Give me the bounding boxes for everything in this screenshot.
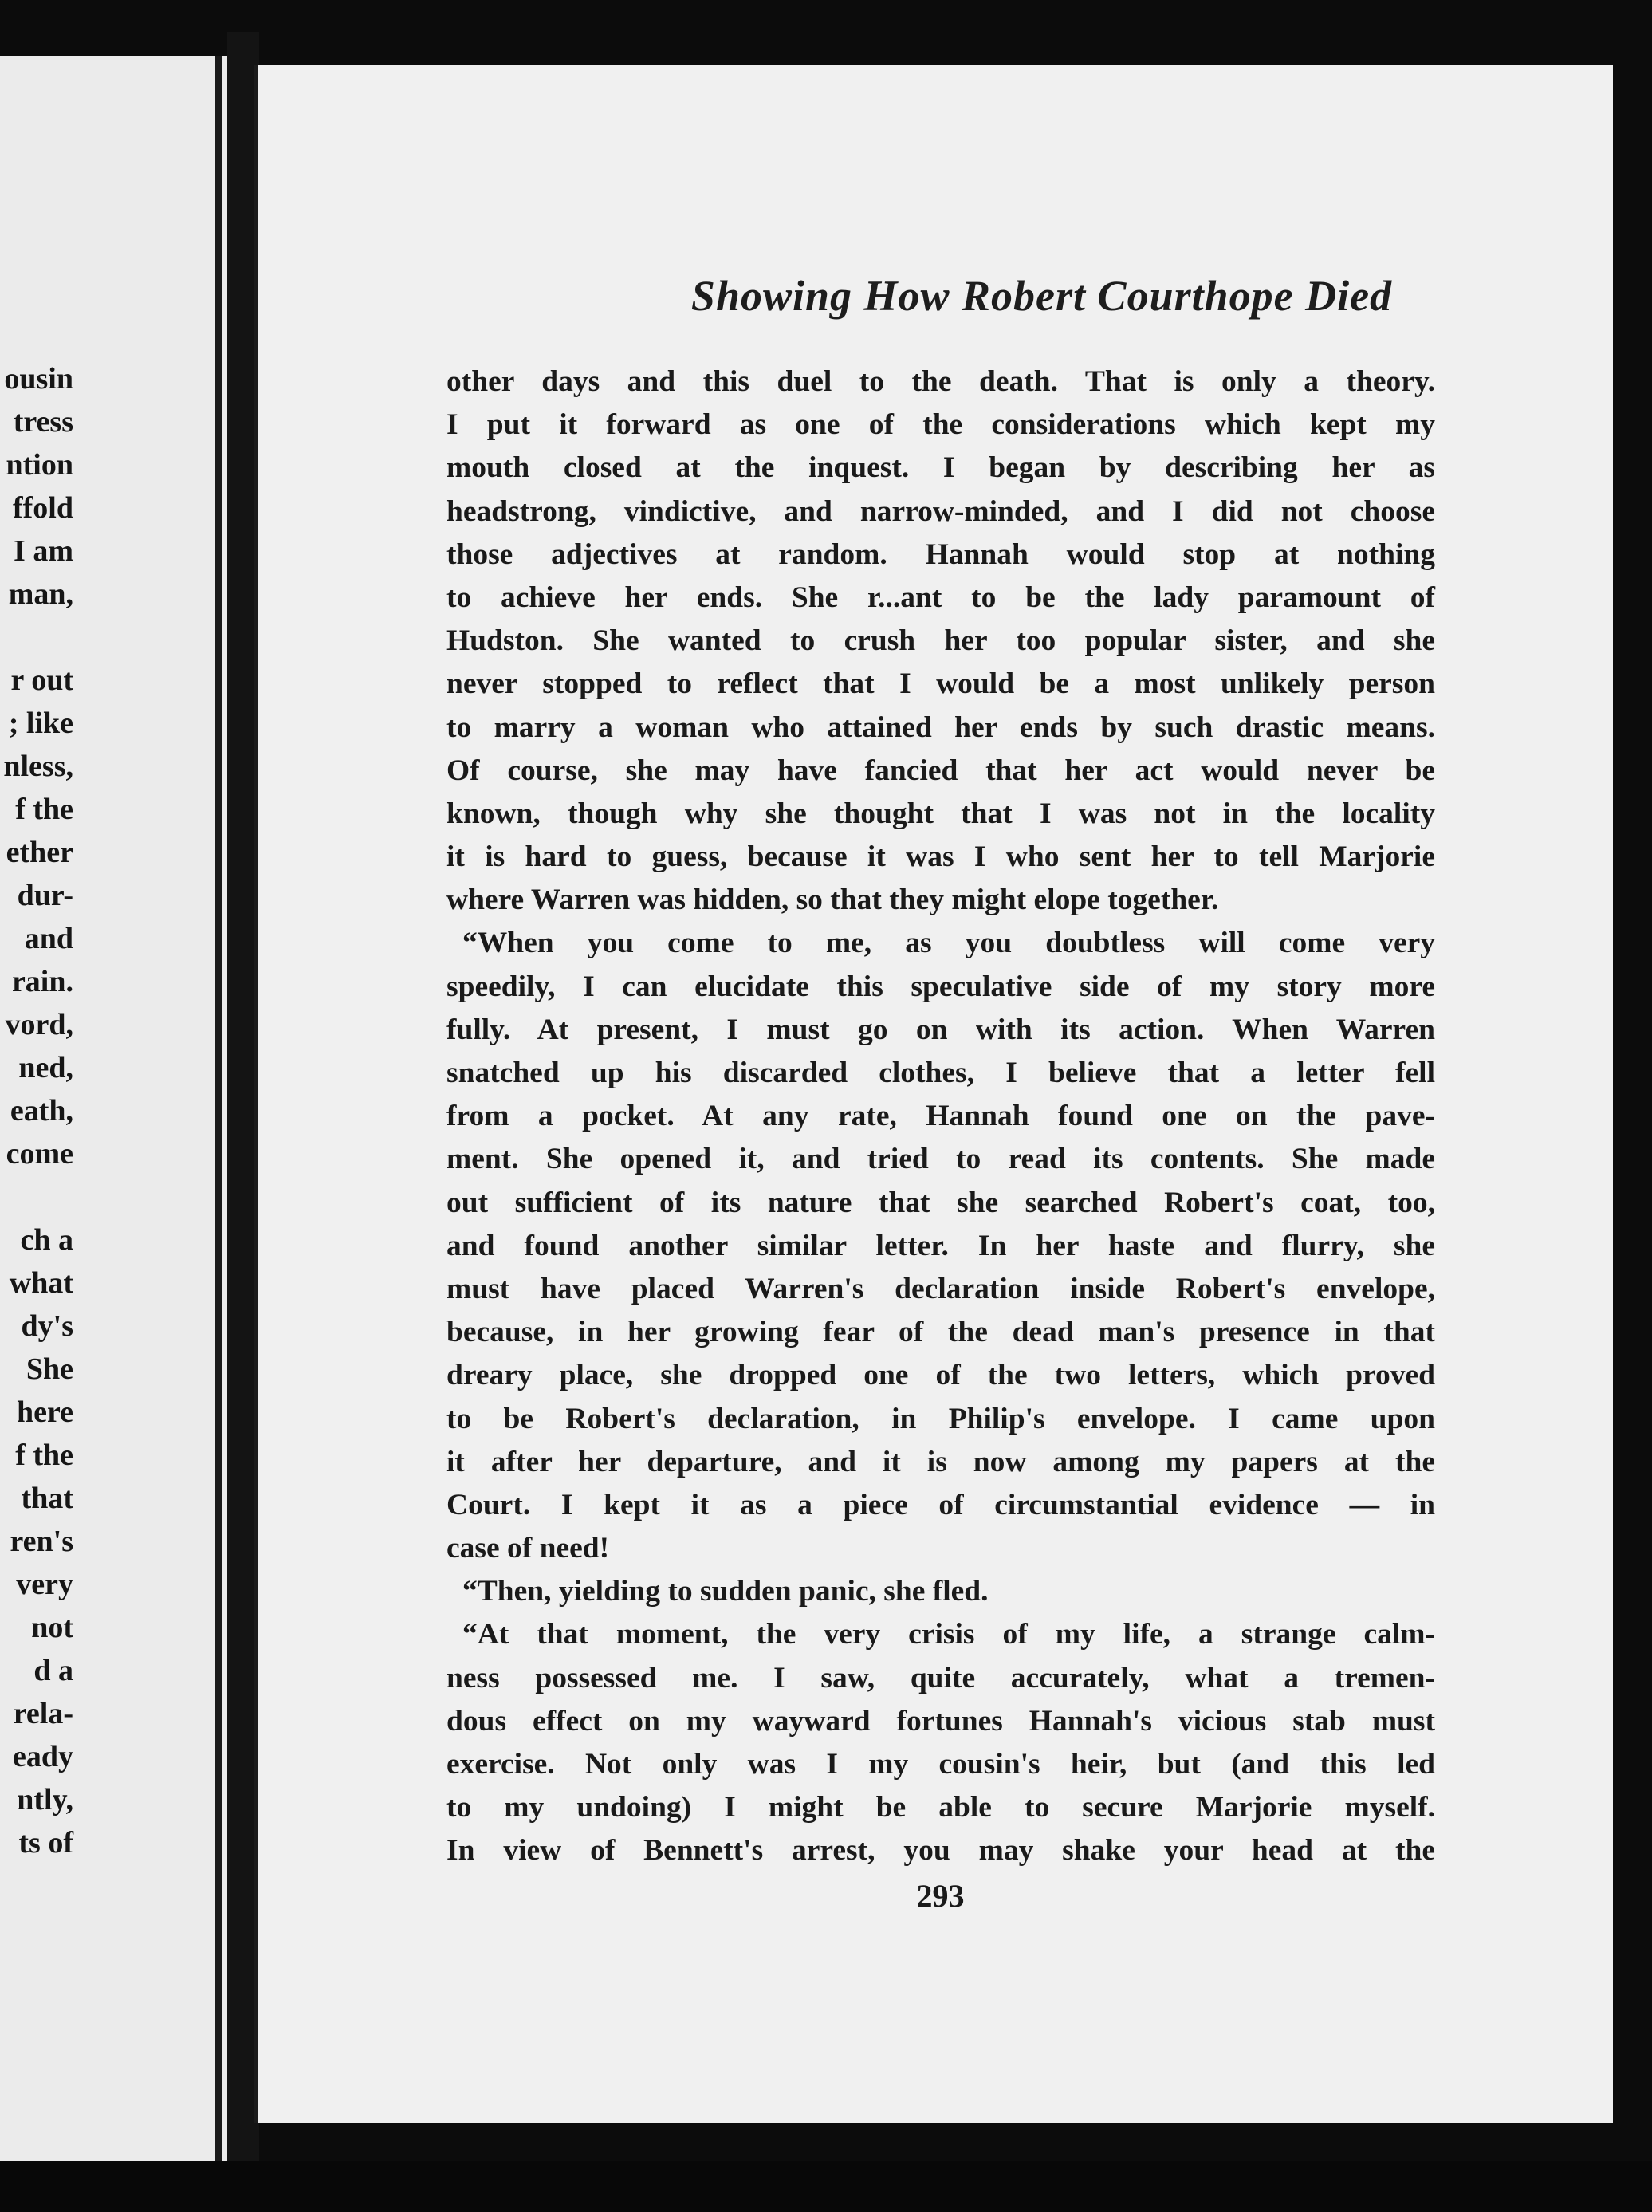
text-line: Court. I kept it as a piece of circumstantial evidence — in (446, 1488, 1435, 1521)
adjacent-line-fragment: tress (13, 405, 73, 439)
adjacent-line-fragment: ffold (13, 491, 73, 525)
adjacent-line-fragment: dur- (17, 879, 73, 912)
text-line: I put it forward as one of the considerations which kept my (446, 408, 1435, 442)
book-page (254, 65, 1613, 2123)
page-edge-shadow (215, 56, 222, 2177)
page-number (258, 1877, 1618, 1915)
adjacent-line-fragment: man, (8, 577, 73, 611)
text-line: dous effect on my wayward fortunes Hannah's vicious stab must (446, 1704, 1435, 1738)
adjacent-line-fragment: vord, (5, 1008, 73, 1041)
adjacent-page-text (0, 357, 73, 1864)
adjacent-line-fragment: here (16, 1395, 73, 1429)
adjacent-line-fragment: nless, (3, 750, 73, 783)
text-line: from a pocket. At any rate, Hannah found one on the pave- (446, 1100, 1435, 1133)
running-title (258, 271, 1618, 321)
adjacent-page-fragment (0, 56, 227, 2177)
text-line: dreary place, she dropped one of the two letters, which proved (446, 1359, 1435, 1392)
running-title-text: Showing How Robert Courthope Died (690, 272, 1393, 320)
text-line: Hudston. She wanted to crush her too popular sister, and she (446, 624, 1435, 658)
adjacent-line-fragment: and (24, 922, 73, 955)
text-line: because, in her growing fear of the dead man's presence in that (446, 1316, 1435, 1349)
text-line: case of need! (446, 1532, 610, 1565)
text-line: to be Robert's declaration, in Philip's envelope. I came upon (446, 1402, 1435, 1435)
text-line: where Warren was hidden, so that they might elope together. (446, 884, 1219, 917)
adjacent-line-fragment: ether (6, 836, 73, 869)
text-line: “Then, yielding to sudden panic, she fled. (462, 1575, 989, 1608)
scan-bottom-edge (0, 2161, 1652, 2212)
text-line: mouth closed at the inquest. I began by describing her as (446, 451, 1435, 485)
adjacent-line-fragment (0, 616, 73, 659)
text-line: speedily, I can elucidate this speculative side of my story more (446, 970, 1435, 1003)
adjacent-line-fragment: eady (13, 1740, 73, 1773)
text-line: it is hard to guess, because it was I who sent her to tell Marjorie (446, 840, 1435, 874)
text-line: exercise. Not only was I my cousin's heir, but (and this led (446, 1748, 1435, 1781)
text-line: it after her departure, and it is now among my papers at the (446, 1445, 1435, 1478)
text-line: Of course, she may have fancied that her act would never be (446, 754, 1435, 787)
adjacent-line-fragment: rain. (11, 965, 73, 998)
adjacent-line-fragment: what (9, 1266, 73, 1300)
adjacent-line-fragment: ntly, (17, 1783, 73, 1816)
adjacent-line-fragment: f the (15, 793, 73, 826)
adjacent-line-fragment: dy's (21, 1309, 73, 1343)
text-line: and found another similar letter. In her haste and flurry, she (446, 1229, 1435, 1262)
adjacent-line-fragment: that (21, 1482, 73, 1515)
text-line: In view of Bennett's arrest, you may shake your head at the (446, 1834, 1435, 1868)
adjacent-line-fragment: ts of (18, 1826, 73, 1860)
adjacent-line-fragment: ; like (8, 707, 73, 740)
text-line: ment. She opened it, and tried to read its contents. She made (446, 1143, 1435, 1176)
adjacent-line-fragment: r out (10, 663, 73, 697)
adjacent-line-fragment: She (26, 1352, 73, 1386)
adjacent-line-fragment: ousin (4, 362, 73, 396)
adjacent-line-fragment: d a (33, 1654, 73, 1687)
adjacent-line-fragment: very (16, 1568, 73, 1601)
adjacent-line-fragment: ch a (20, 1223, 73, 1257)
adjacent-line-fragment: ned, (18, 1051, 73, 1084)
adjacent-line-fragment: f the (15, 1439, 73, 1472)
text-line: snatched up his discarded clothes, I believe that a letter fell (446, 1057, 1435, 1089)
adjacent-line-fragment: eath, (10, 1094, 73, 1128)
text-line: other days and this duel to the death. That is only a theory. (446, 365, 1435, 398)
text-line: “When you come to me, as you doubtless will come very (462, 927, 1435, 960)
adjacent-line-fragment: rela- (13, 1697, 73, 1730)
text-line: ness possessed me. I saw, quite accurately, what a tremen- (446, 1661, 1435, 1694)
text-line: known, though why she thought that I was not in the locality (446, 797, 1435, 830)
text-line: those adjectives at random. Hannah would stop at nothing (446, 537, 1435, 571)
text-line: must have placed Warren's declaration inside Robert's envelope, (446, 1272, 1435, 1305)
text-line: never stopped to reflect that I would be a most unlikely person (446, 667, 1435, 701)
text-line: to marry a woman who attained her ends by such drastic means. (446, 710, 1435, 744)
adjacent-line-fragment: come (6, 1137, 73, 1171)
text-line: fully. At present, I must go on with its action. When Warren (446, 1013, 1435, 1046)
adjacent-line-fragment: ntion (6, 448, 73, 482)
adjacent-line-fragment: ren's (10, 1525, 73, 1558)
adjacent-line-fragment (0, 1175, 73, 1218)
adjacent-line-fragment: I am (14, 534, 73, 568)
page-body-text (446, 360, 1435, 1873)
page-number-text: 293 (916, 1878, 965, 1914)
adjacent-line-fragment: not (31, 1611, 73, 1644)
text-line: “At that moment, the very crisis of my life, a strange calm- (462, 1618, 1435, 1651)
text-line: headstrong, vindictive, and narrow-minded, and I did not choose (446, 494, 1435, 528)
text-line: out sufficient of its nature that she searched Robert's coat, too, (446, 1186, 1435, 1219)
text-line: to my undoing) I might be able to secure Marjorie myself. (446, 1791, 1435, 1824)
text-line: to achieve her ends. She r...ant to be the lady paramount of (446, 581, 1435, 614)
